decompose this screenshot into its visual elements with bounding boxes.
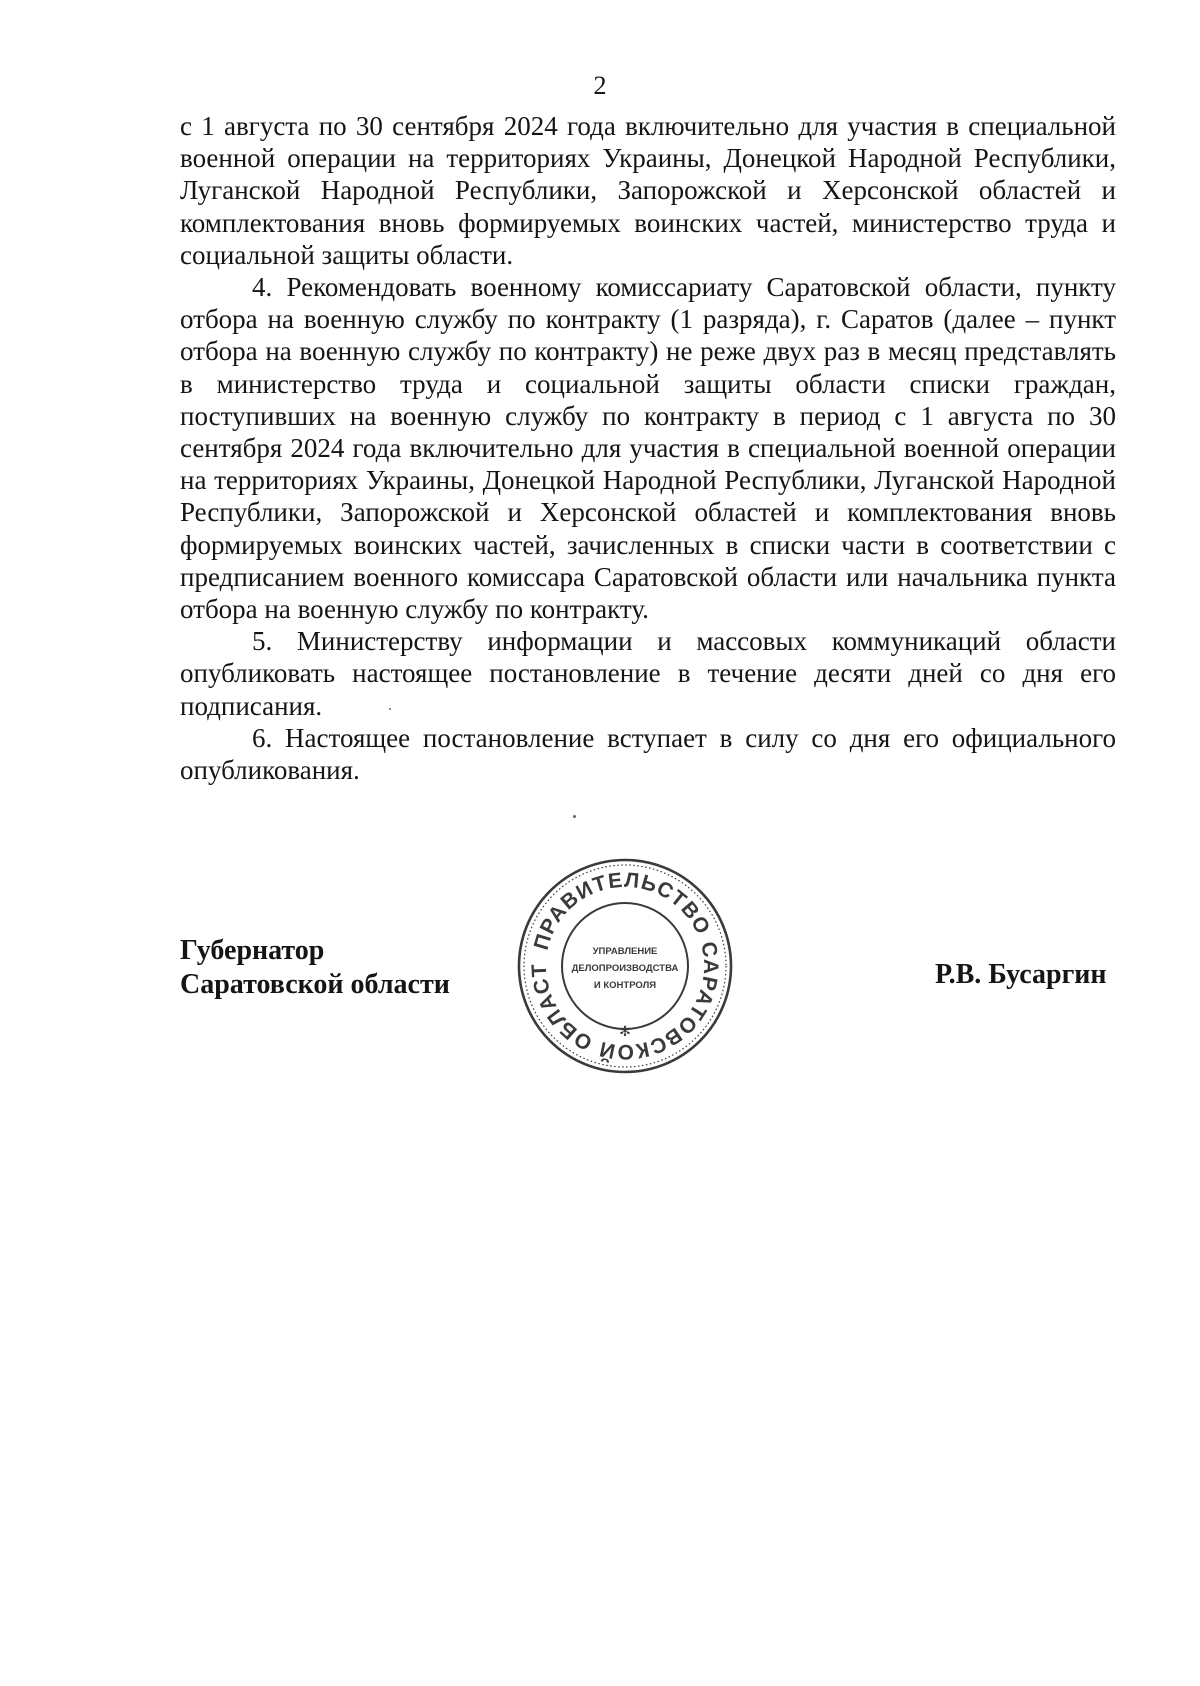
signatory-title-line1: Губернатор <box>180 935 325 966</box>
paragraph-4: 4. Рекомендовать военному комиссариату Саратовской области, пункту отбора на военную службу по контракту (1 разряда), г. Саратов (далее – пункт отбора на военную службу по контракту) не реже двух раз в месяц представлять в министерство труда и социальной защиты области списки граждан, поступивших на военную службу по контракту в период с 1 августа по 30 сентября 2024 года включительно для участия в специальной военной операции на территориях Украины, Донецкой Народной Республики, Луганской Народной Республики, Запорожской и Херсонской областей и комплектования вновь формируемых воинских частей, зачисленных в списки части в соответствии с предписанием военного комиссара Саратовской области или начальника пункта отбора на военную службу по контракту. <box>180 272 1116 625</box>
document-body <box>180 110 1116 786</box>
official-seal-stamp <box>515 856 735 1076</box>
paragraph-6: 6. Настоящее постановление вступает в силу со дня его официального опубликования. <box>180 722 1116 786</box>
scan-speck <box>573 815 576 818</box>
scan-speck <box>389 708 391 710</box>
page-number: 2 <box>593 71 607 100</box>
seal-graphic <box>515 856 735 1076</box>
seal-center-line3: И КОНТРОЛЯ <box>593 980 657 991</box>
paragraph-continuation: с 1 августа по 30 сентября 2024 года включительно для участия в специальной военной операции на территориях Украины, Донецкой Народной Республики, Луганской Народной Республики, Запорожской и Херсонской областей и комплектования вновь формируемых воинских частей, министерство труда и социальной защиты области. <box>180 111 1116 270</box>
signatory-name: Р.В. Бусаргин <box>935 959 1107 990</box>
signatory-title-line2: Саратовской области <box>180 969 450 1000</box>
paragraph-5: 5. Министерству информации и массовых коммуникаций области опубликовать настоящее постановление в течение десяти дней со дня его подписания. <box>180 626 1116 721</box>
seal-star: ✻ <box>619 1024 631 1040</box>
seal-center-line1: УПРАВЛЕНИЕ <box>592 946 658 957</box>
seal-ring-text: ПРАВИТЕЛЬСТВО САРАТОВСКОЙ ОБЛАСТ <box>527 868 723 1064</box>
signatory-title <box>180 934 450 1002</box>
seal-center-line2: ДЕЛОПРОИЗВОДСТВА <box>571 963 679 974</box>
